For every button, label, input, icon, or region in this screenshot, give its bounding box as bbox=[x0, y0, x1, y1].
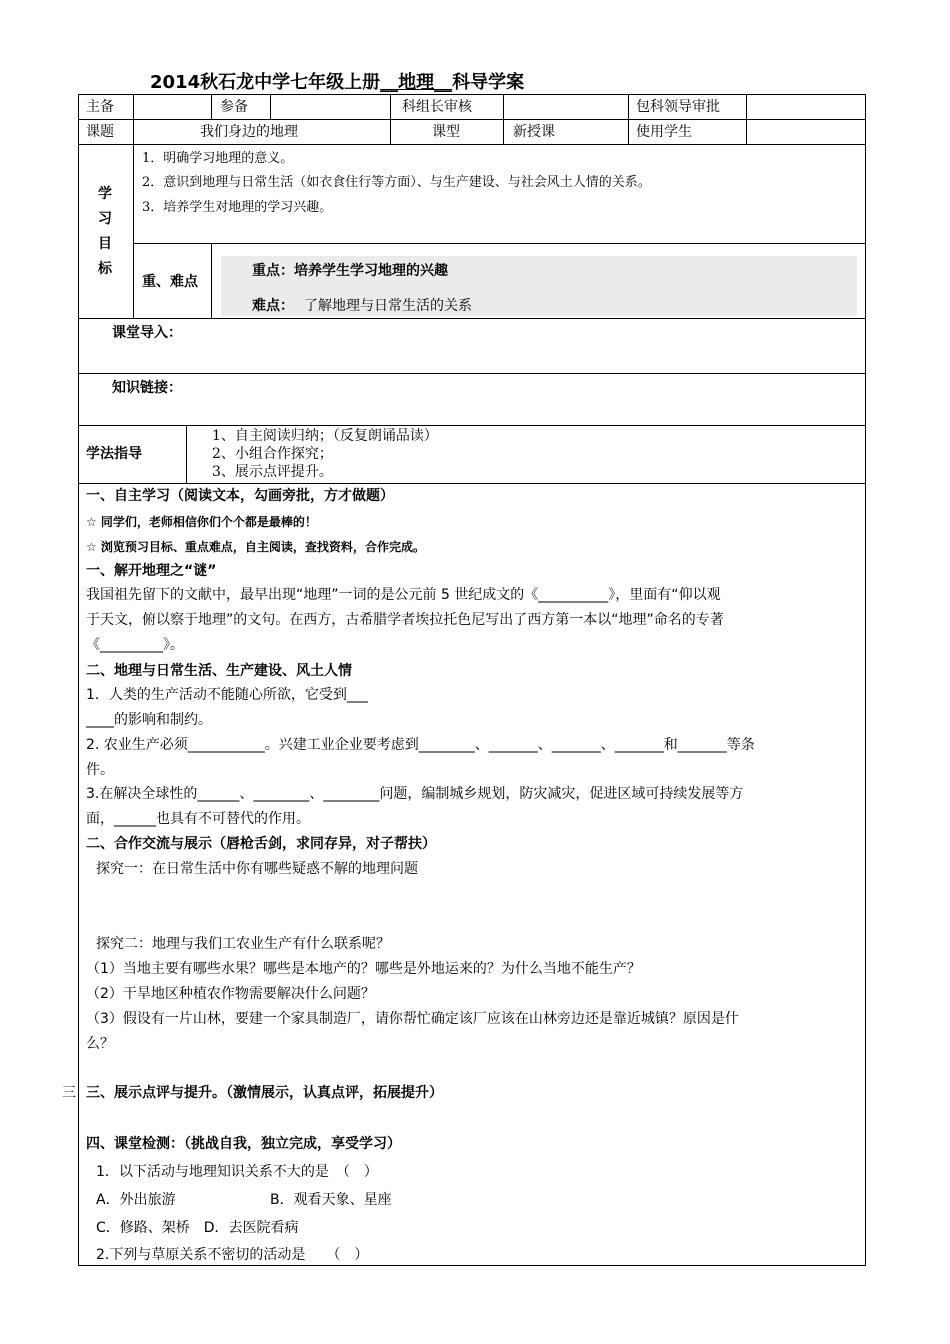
objectives-side-label bbox=[95, 182, 115, 282]
col-divider bbox=[503, 94, 504, 144]
quiz-q1-option-cd: C．修路、架桥 D．去医院看病 bbox=[96, 1220, 299, 1236]
title-suffix: 科导学案 bbox=[452, 72, 525, 93]
page-title bbox=[150, 68, 524, 94]
section4-heading: 四、课堂检测：（挑战自我，独立完成，享受学习） bbox=[86, 1136, 401, 1152]
side-char: 标 bbox=[98, 261, 112, 277]
margin-char: 三 bbox=[62, 1085, 76, 1101]
section2-heading: 二、合作交流与展示（唇枪舌剑，求同存异，对子帮扶） bbox=[86, 836, 436, 852]
kezuzhang-label: 科组长审核 bbox=[402, 99, 472, 115]
keti-label: 课题 bbox=[86, 124, 114, 140]
row-divider bbox=[78, 425, 866, 426]
col-divider bbox=[211, 94, 212, 119]
shiyong-label: 使用学生 bbox=[636, 124, 692, 140]
zhishi-lianjie-label: 知识链接： bbox=[112, 380, 182, 396]
col-divider bbox=[746, 94, 747, 144]
col-divider bbox=[390, 94, 391, 144]
xuefa-item: 1、自主阅读归纳；（反复朗诵品读） bbox=[212, 428, 438, 444]
nandian-line bbox=[252, 297, 472, 315]
objective-item: 2．意识到地理与日常生活（如衣食住行等方面）、与生产建设、与社会风土人情的关系。 bbox=[142, 175, 651, 190]
title-blank-1: __ bbox=[380, 72, 399, 93]
q1-line: 1．人类的生产活动不能随心所欲，它受到___ bbox=[86, 687, 368, 703]
canbei-label: 参备 bbox=[220, 99, 248, 115]
xuefa-item: 2、小组合作探究； bbox=[212, 446, 333, 462]
para1-line: 于天文，俯以察于地理”的文句。在西方，古希腊学者埃拉托色尼写出了西方第一本以“地理”命名的专著 bbox=[86, 612, 724, 628]
kexing-label: 课型 bbox=[432, 124, 460, 140]
row-divider bbox=[133, 243, 866, 244]
para1-line: 我国祖先留下的文献中，最早出现“地理”一词的是公元前 5 世纪成文的《__________》，里面有“仰以观 bbox=[86, 587, 721, 603]
title-prefix: 2014秋石龙中学七年级上册 bbox=[150, 72, 381, 93]
section1-sub-1: 一、解开地理之“谜” bbox=[86, 563, 217, 579]
quiz-q2: 2.下列与草原关系不密切的活动是 （ ） bbox=[96, 1247, 369, 1263]
section1-star-1: ☆ 同学们，老师相信你们个个都是最棒的！ bbox=[86, 515, 317, 529]
tanjiu2-q: （2）干旱地区种植农作物需要解决什么问题？ bbox=[86, 986, 375, 1002]
q1-line: ____的影响和制约。 bbox=[86, 712, 212, 728]
tanjiu1: 探究一：在日常生活中你有哪些疑惑不解的地理问题 bbox=[96, 861, 418, 877]
tanjiu2: 探究二：地理与我们工农业生产有什么联系呢？ bbox=[96, 936, 390, 952]
side-char: 学 bbox=[98, 186, 112, 202]
row-divider bbox=[78, 483, 866, 484]
baoke-label: 包科领导审批 bbox=[636, 99, 720, 115]
objective-item: 3．培养学生对地理的学习兴趣。 bbox=[142, 200, 333, 215]
q2-line: 件。 bbox=[86, 762, 114, 778]
zhongdian-label: 重点： bbox=[252, 263, 294, 279]
zhubei-label: 主备 bbox=[86, 99, 114, 115]
col-divider bbox=[211, 243, 212, 318]
kexing-value: 新授课 bbox=[513, 124, 555, 140]
section1-heading: 一、自主学习（阅读文本，勾画旁批，方才做题） bbox=[86, 488, 394, 504]
q3-line: 面，______也具有不可替代的作用。 bbox=[86, 811, 310, 827]
tanjiu2-q: 么？ bbox=[86, 1036, 114, 1052]
q2-line: 2. 农业生产必须___________。兴建工业企业要考虑到________、_______、_______、_______和_______等条 bbox=[86, 737, 755, 753]
side-char: 习 bbox=[98, 211, 112, 227]
nandian-value: 了解地理与日常生活的关系 bbox=[304, 298, 472, 314]
para1-line: 《_________》。 bbox=[86, 637, 184, 653]
objective-item: 1．明确学习地理的意义。 bbox=[142, 151, 294, 166]
key-points-label: 重、难点 bbox=[142, 274, 198, 290]
col-divider bbox=[133, 94, 134, 144]
xuefa-item: 3、展示点评提升。 bbox=[212, 464, 333, 480]
section1-sub-2: 二、地理与日常生活、生产建设、风土人情 bbox=[86, 663, 352, 679]
title-blank-2: __ bbox=[434, 72, 453, 93]
ketang-daoru-label: 课堂导入： bbox=[112, 325, 182, 341]
side-char: 目 bbox=[98, 236, 112, 252]
col-divider bbox=[186, 425, 187, 483]
keti-value: 我们身边的地理 bbox=[200, 124, 298, 140]
col-divider bbox=[628, 94, 629, 144]
zhongdian-value: 培养学生学习地理的兴趣 bbox=[294, 263, 448, 279]
quiz-q1-option-b: B．观看天象、星座 bbox=[270, 1192, 392, 1208]
zhongdian-line bbox=[252, 262, 448, 280]
quiz-q1: 1．以下活动与地理知识关系不大的是 （ ） bbox=[96, 1164, 378, 1180]
q3-line: 3.在解决全球性的______、________、________问题，编制城乡规划，防灾减灾，促进区域可持续发展等方 bbox=[86, 786, 744, 802]
col-divider bbox=[133, 144, 134, 318]
section1-star-2: ☆ 浏览预习目标、重点难点，自主阅读，查找资料，合作完成。 bbox=[86, 540, 425, 554]
row-divider bbox=[78, 144, 866, 145]
row-divider bbox=[78, 119, 866, 120]
tanjiu2-q: （1）当地主要有哪些水果？哪些是本地产的？哪些是外地运来的？为什么当地不能生产？ bbox=[86, 961, 641, 977]
title-subject: 地理 bbox=[398, 72, 435, 93]
nandian-label: 难点： bbox=[252, 298, 294, 314]
xuefa-label: 学法指导 bbox=[86, 446, 142, 462]
quiz-q1-option-a: A．外出旅游 bbox=[96, 1192, 176, 1208]
row-divider bbox=[78, 318, 866, 319]
tanjiu2-q: （3）假设有一片山林，要建一个家具制造厂，请你帮忙确定该厂应该在山林旁边还是靠近城镇？原因是什 bbox=[86, 1011, 739, 1027]
col-divider bbox=[270, 94, 271, 119]
row-divider bbox=[78, 373, 866, 374]
section3-heading: 三、展示点评与提升。（激情展示，认真点评，拓展提升） bbox=[86, 1085, 443, 1101]
